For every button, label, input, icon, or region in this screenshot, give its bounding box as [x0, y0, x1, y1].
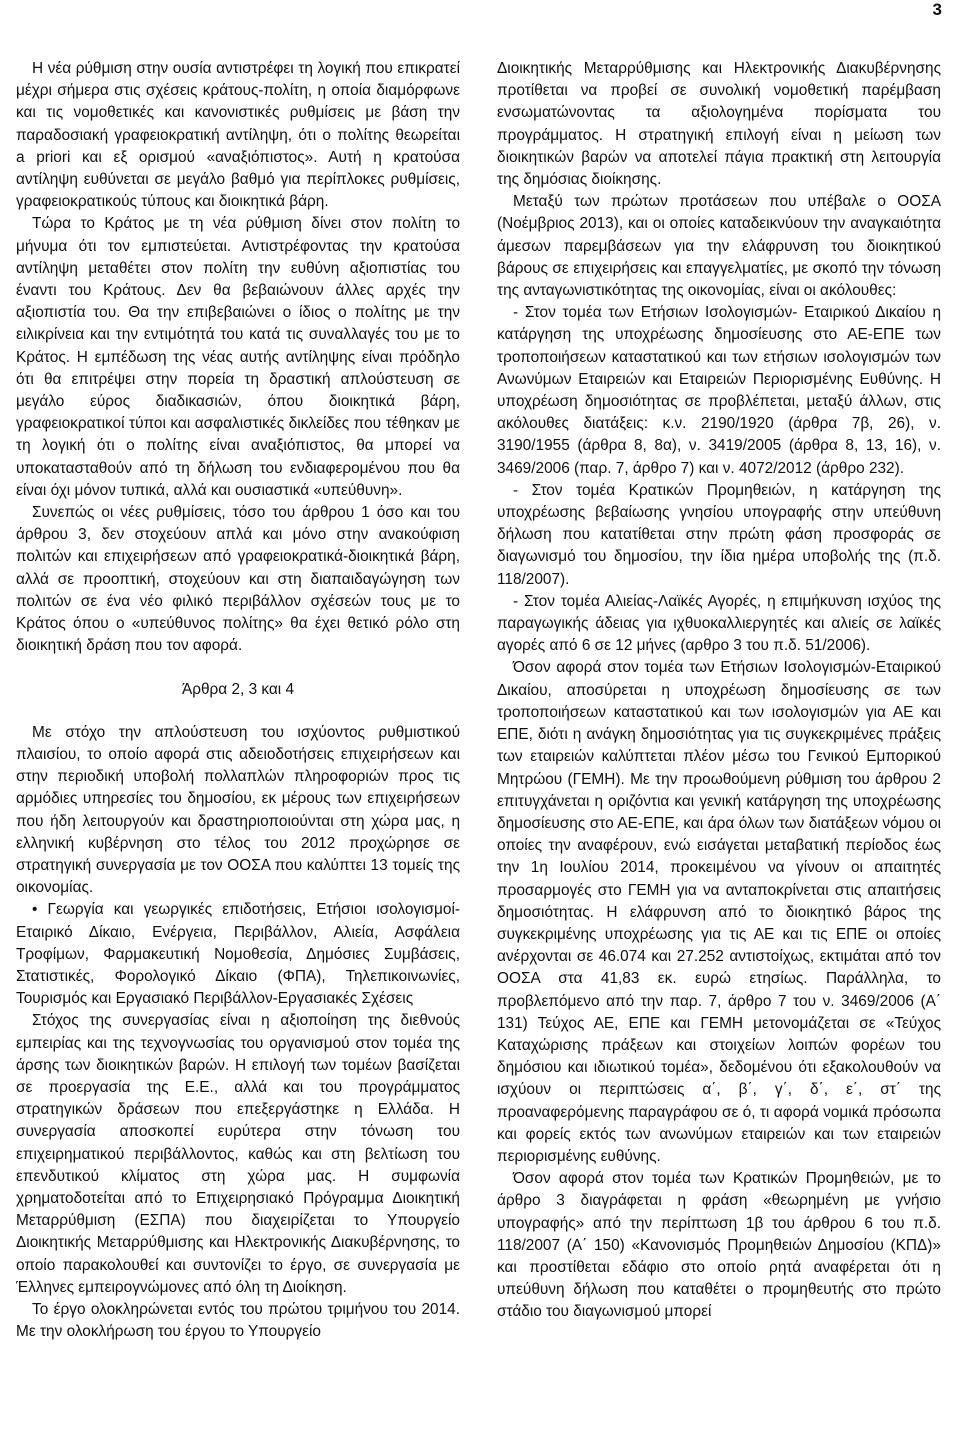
paragraph: Στόχος της συνεργασίας είναι η αξιοποίηση της διεθνούς εμπειρίας και της τεχνογνωσίας του οργανισμού στον τομέα της άρσης των διοικητικών βαρών. Η επιλογή των τομέων βασίζεται σε προεργασία της Ε.Ε., αλλά και του προγράμματος στρατηγικών δράσεων που επεξεργάστηκε η Ελλάδα. Η συνεργασία αποσκοπεί ευρύτερα στην τόνωση του επιχειρηματικού περιβάλλοντος, καθώς και στη βελτίωση του επενδυτικού κλίματος στη χώρα μας. Η συμφωνία χρηματοδοτείται από το Επιχειρησιακό Πρόγραμμα Διοικητική Μεταρρύθμιση (ΕΣΠΑ) που διαχειρίζεται το Υπουργείο Διοικητικής Μεταρρύθμισης και Ηλεκτρονικής Διακυβέρνησης, το οποίο παρακολουθεί και συντονίζει το έργο, σε συνεργασία με Έλληνες εμπειρογνώμονες από όλη τη Διοίκηση.	[16, 1012, 460, 1296]
paragraph: Όσον αφορά στον τομέα των Ετήσιων Ισολογισμών-Εταιρικού Δικαίου, αποσύρεται η υποχρέωση δημοσίευσης σε των τροποποιήσεων καταστατικού και των ισολογισμών για ΑΕ και ΕΠΕ, διότι η ανάγκη δημοσιότητας για τις συγκεκριμένες πράξεις των εταιρειών καλύπτεται πλέον μέσω του Γενικού Εμπορικού Μητρώου (ΓΕΜΗ). Με την προωθούμενη ρύθμιση του άρθρου 2 επιτυγχάνεται η οριζόντια και γενική κατάργηση της υποχρέωσης δημοσίευσης στο ΑΕ-ΕΠΕ, και άρα όλων των διατάξεων νόμου οι οποίες την αναφέρουν, ενώ εισάγεται μεταβατική περίοδος έως την 1η Ιουλίου 2014, προκειμένου να γίνουν οι απαιτητές προσαρμογές στο ΓΕΜΗ για να ανταποκρίνεται στις απαιτήσεις δημοσιότητας. Η ελάφρυνση από το διοικητικό βάρος της συγκεκριμένης υποχρέωσης για τις ΑΕ και τις ΕΠΕ οι οποίες ανέρχονται σε 46.074 και 27.252 αντιστοίχως, εκτιμάται από τον ΟΟΣΑ στα 41,83 εκ. ευρώ ετησίως. Παράλληλα, το προβλεπόμενο από την παρ. 7, άρθρο 7 του ν. 3469/2006 (Α΄ 131) Τεύχος ΑΕ, ΕΠΕ και ΓΕΜΗ μετονομάζεται σε «Τεύχος Καταχώρισης πράξεων και στοιχείων λοιπών φορέων του δημόσιου και ιδιωτικού τομέα», δεδομένου ότι εξακολουθούν να ισχύουν οι περιπτώσεις α΄, β΄, γ΄, δ΄, ε΄, στ΄ της προαναφερόμενης παραγράφου σε ό, τι αφορά νομικά πρόσωπα και φορείς εκτός των ανωνύμων εταιρειών και των εταιρειών περιορισμένης ευθύνης.	[497, 659, 941, 1165]
list-item: - Στον τομέα Αλιείας-Λαϊκές Αγορές, η επιμήκυνση ισχύος της παραγωγικής άδειας για ιχθυοκαλλιεργητές και αλιείς σε λαϊκές αγορές από 6 σε 12 μήνες (αρθρο 3 του π.δ. 51/2006).	[497, 592, 941, 655]
paragraph-continued: Διοικητικής Μεταρρύθμισης και Ηλεκτρονικής Διακυβέρνησης προτίθεται να προβεί σε συνολική νομοθετική παρέμβαση ενσωματώνοντας τα αξιολογημένα πορίσματα του προγράμματος. Η στρατηγική επιλογή είναι η μείωση των διοικητικών βαρών να αποτελεί πάγια πρακτική στη λειτουργία της δημόσιας διοίκησης.	[497, 60, 941, 189]
list-item: - Στον τομέα των Ετήσιων Ισολογισμών- Εταιρικού Δικαίου η κατάργηση της υποχρέωσης δημοσίευσης στο ΑΕ-ΕΠΕ των τροποποιήσεων καταστατικού και των ετήσιων ισολογισμών των Ανωνύμων Εταιρειών και Εταιρειών Περιορισμένης Ευθύνης. Η υποχρέωση δημοσιότητας σε προβλέπεται, μεταξύ άλλων, στις ακόλουθες διατάξεις: κ.ν. 2190/1920 (άρθρα 7β, 26), ν. 3190/1955 (άρθρα 8, 8α), ν. 3419/2005 (άρθρα 8, 13, 16), ν. 3469/2006 (παρ. 7, άρθρο 7) και ν. 4072/2012 (άρθρο 232).	[497, 304, 941, 477]
page-number: 3	[932, 0, 942, 19]
paragraph: Όσον αφορά στον τομέα των Κρατικών Προμηθειών, με το άρθρο 3 διαγράφεται η φράση «θεωρημένη με γνήσιο υπογραφής» από την περίπτωση 1β του άρθρου 6 του π.δ. 118/2007 (Α΄ 150) «Κανονισμός Προμηθειών Δημοσίου (ΚΠΔ)» και προστίθεται εδάφιο στο οποίο ρητά αναφέρεται ότι η υπεύθυνη δήλωση που καταθέτει ο προμηθευτής στο πρώτο στάδιο του διαγωνισμού μπορεί	[497, 1170, 941, 1321]
paragraph: Τώρα το Κράτος με τη νέα ρύθμιση δίνει στον πολίτη το μήνυμα ότι τον εμπιστεύεται. Αντιστρέφοντας την κρατούσα αντίληψη μεταθέτει στον πολίτη την ευθύνη αξιοπιστίας του έναντι του Κράτους. Δεν θα βεβαιώνουν άλλες αρχές την αξιοπιστία του. Θα την επιβεβαιώνει ο ίδιος ο πολίτης με την ειλικρίνεια και την εντιμότητά του κατά τις συναλλαγές του με το Κράτος. Η εμπέδωση της νέας αυτής αντίληψης είναι πρόδηλο ότι θα επιτρέψει στην πορεία τη δραστική απλούστευση σε μεγάλο εύρος διαδικασιών, όπου διοικητικά βάρη, γραφειοκρατικοί τύποι και ασφαλιστικές δικλείδες που τέθηκαν με τη λογική ότι ο πολίτης είναι αναξιόπιστος, θα μπορεί να υποκατασταθούν από τη δήλωση του ενδιαφερομένου που θα είναι όχι μόνον τυπικά, αλλά και ουσιαστικά «υπεύθυνη».	[16, 215, 460, 499]
paragraph: Η νέα ρύθμιση στην ουσία αντιστρέφει τη λογική που επικρατεί μέχρι σήμερα στις σχέσεις κράτους-πολίτη, η οποία διαμόρφωνε και τις νομοθετικές και κανονιστικές ρυθμίσεις με βάση την παραδοσιακή γραφειοκρατική αντίληψη, ότι ο πολίτης θεωρείται a priori και εξ ορισμού «αναξιόπιστος». Αυτή η κρατούσα αντίληψη ευθύνεται σε μεγάλο βαθμό για περίπλοκες ρυθμίσεις, γραφειοκρατικούς τύπους και διοικητικά βάρη.	[16, 60, 460, 211]
list-item: - Στον τομέα Κρατικών Προμηθειών, η κατάργηση της υποχρέωσης βεβαίωσης γνησίου υπογραφής στην υπεύθυνη δήλωση που κατατίθεται στην πρώτη φάση προσφοράς σε διαγωνισμό του δημοσίου, την ίδια ημέρα υποβολής της (π.δ. 118/2007).	[497, 481, 941, 588]
right-column	[497, 58, 941, 1324]
section-heading: Άρθρα 2, 3 και 4	[181, 681, 295, 699]
bullet-paragraph: • Γεωργία και γεωργικές επιδοτήσεις, Ετήσιοι ισολογισμοί-Εταιρικό Δίκαιο, Ενέργεια, Περιβάλλον, Αλιεία, Ασφάλεια Τροφίμων, Φαρμακευτική Νομοθεσία, Δημόσιες Συμβάσεις, Στατιστικές, Φορολογικό Δίκαιο (ΦΠΑ), Τηλεπικοινωνίες, Τουρισμός και Εργασιακό Περιβάλλον-Εργασιακές Σχέσεις	[16, 901, 460, 1008]
paragraph: Συνεπώς οι νέες ρυθμίσεις, τόσο του άρθρου 1 όσο και του άρθρου 3, δεν στοχεύουν απλά και μόνο στην ανακούφιση πολιτών και επιχειρήσεων από γραφειοκρατικά-διοικητικά βάρη, αλλά σε προοπτική, στοχεύουν και στη διαπαιδαγώγηση των πολιτών σε ένα νέο φιλικό περιβάλλον σχέσεών τους με το Κράτος όπου ο «υπεύθυνος πολίτης» θα έχει θετικό ρόλο στη διοικητική δράση που τον αφορά.	[16, 504, 460, 655]
paragraph: Μεταξύ των πρώτων προτάσεων που υπέβαλε ο ΟΟΣΑ (Νοέμβριος 2013), και οι οποίες καταδεικνύουν την αναγκαιότητα άμεσων παρεμβάσεων για την ελάφρυνση του διοικητικού βάρους σε επιχειρήσεις και επαγγελματίες, με σκοπό την τόνωση της ανταγωνιστικότητας της οικονομίας, είναι οι ακόλουθες:	[497, 193, 941, 300]
paragraph: Με στόχο την απλούστευση του ισχύοντος ρυθμιστικού πλαισίου, το οποίο αφορά στις αδειοδοτήσεις επιχειρήσεων και στην περιοδική υποβολή πολλαπλών πληροφοριών προς τις αρμόδιες υπηρεσίες του δημοσίου, εκ μέρους των επιχειρήσεων που ήδη λειτουργούν και δραστηριοποιούνται στη χώρα μας, η ελληνική κυβέρνηση στο τέλος του 2012 προχώρησε σε στρατηγική συνεργασία με τον ΟΟΣΑ που καλύπτει 13 τομείς της οικονομίας.	[16, 723, 460, 897]
paragraph: Το έργο ολοκληρώνεται εντός του πρώτου τριμήνου του 2014. Με την ολοκλήρωση του έργου το Υπουργείο	[16, 1300, 460, 1341]
left-column	[16, 58, 460, 1343]
